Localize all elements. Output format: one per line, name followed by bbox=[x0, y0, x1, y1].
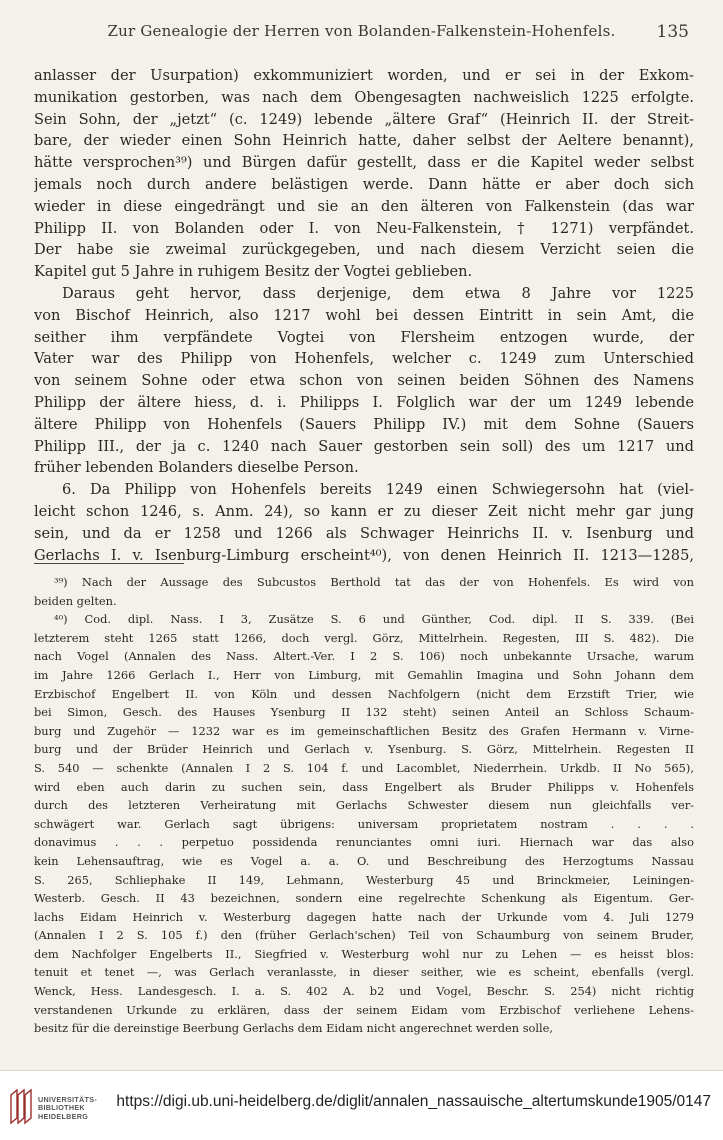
footnote-line: verstandenen Urkunde zu erklären, dass der seinem Eidam vom Erzbischof verliehene Lehens- bbox=[34, 1002, 694, 1017]
footnote-line: dem Nachfolger Engelberts II., Siegfried v. Westerburg wohl nur zu Lehen — es heisst blos: bbox=[34, 946, 694, 961]
text-line: 6. Da Philipp von Hohenfels bereits 1249 einen Schwiegersohn hat (viel- bbox=[62, 481, 694, 499]
text-line: jemals noch durch andere belästigen werde. Dann hätte er aber doch sich bbox=[34, 175, 694, 193]
footnote-line: (Annalen I 2 S. 105 f.) den (früher Gerlach'schen) Teil von Schaumburg von seinem Bruder, bbox=[34, 928, 694, 943]
footnote-line: ³⁹) Nach der Aussage des Subcustos Berthold tat das der von Hohenfels. Es wird von bbox=[54, 575, 694, 589]
page-number: 135 bbox=[656, 22, 689, 42]
footnotes bbox=[34, 573, 694, 1038]
text-line: Daraus geht hervor, dass derjenige, dem etwa 8 Jahre vor 1225 bbox=[62, 284, 694, 302]
footnote-line: kein Lehensauftrag, wie es Vogel a. a. O. und Beschreibung des Herzogtums Nassau bbox=[34, 853, 694, 868]
footnote-line: schwägert war. Gerlach sagt übrigens: universam proprietatem nostram . . . . bbox=[34, 816, 694, 831]
text-line: Sein Sohn, der „jetzt“ (c. 1249) lebende „ältere Graf“ (Heinrich II. der Streit- bbox=[34, 110, 694, 128]
text-line: ältere Philipp von Hohenfels (Sauers Philipp IV.) mit dem Sohne (Sauers bbox=[34, 415, 694, 433]
university-library-logo-icon bbox=[8, 1087, 34, 1127]
footnote-line: besitz für die dereinstige Beerbung Gerlachs dem Eidam nicht angerechnet werden solle, bbox=[34, 1021, 554, 1036]
footnote-line: beiden gelten. bbox=[34, 593, 117, 608]
library-name: UNIVERSITÄTS- BIBLIOTHEK HEIDELBERG bbox=[38, 1095, 98, 1121]
footnote-line: wird eben auch darin zu suchen sein, dass Engelbert als Bruder Philipps v. Hohenfels bbox=[34, 779, 694, 794]
permalink-url[interactable]: https://digi.ub.uni-heidelberg.de/diglit/annalen_nassauische_altertumskunde1905/0147 bbox=[116, 1093, 711, 1110]
text-line: Philipp III., der ja c. 1240 nach Sauer gestorben sein soll) des um 1217 und bbox=[34, 437, 694, 455]
text-line: Vater war des Philipp von Hohenfels, welcher c. 1249 zum Unterschied bbox=[34, 350, 694, 368]
text-line: früher lebenden Bolanders dieselbe Person. bbox=[34, 459, 359, 477]
footnote-line: nach Vogel (Annalen des Nass. Altert.-Ver. I 2 S. 106) noch unbekannte Ursache, warum bbox=[34, 649, 694, 664]
footnote-line: burg und Zugehör — 1232 war es im gemeinschaftlichen Besitz des Grafen Hermann v. Virne- bbox=[34, 723, 694, 738]
footnote-line: Erzbischof Engelbert II. von Köln und dessen Nachfolgern (nicht dem Erzstift Trier, wie bbox=[34, 686, 694, 701]
footnote-line: durch des letzteren Verheiratung mit Gerlachs Schwester diesem nun gleichfalls ver- bbox=[34, 798, 694, 813]
text-line: wieder in diese eingedrängt und sie an den älteren von Falkenstein (das war bbox=[34, 197, 694, 215]
text-line: seither ihm verpfändete Vogtei von Flersheim entzogen wurde, der bbox=[34, 328, 694, 346]
footnote-line: Wenck, Hess. Landesgesch. I. a. S. 402 A. b2 und Vogel, Beschr. S. 254) nicht richtig bbox=[34, 984, 694, 999]
footnote-line: letzterem steht 1265 statt 1266, doch vergl. Görz, Mittelrhein. Regesten, III S. 482). Die bbox=[34, 630, 694, 645]
footnote-line: burg und der Brüder Heinrich und Gerlach v. Ysenburg. S. Görz, Mittelrhein. Regesten II bbox=[34, 742, 694, 757]
footnote-line: S. 265, Schliephake II 149, Lehmann, Westerburg 45 und Brinckmeier, Leiningen- bbox=[34, 872, 694, 887]
footnote-line: ⁴⁰) Cod. dipl. Nass. I 3, Zusätze S. 6 und Günther, Cod. dipl. II S. 339. (Bei bbox=[54, 612, 694, 627]
text-line: Gerlachs I. v. Isenburg-Limburg erscheint⁴⁰), von denen Heinrich II. 1213—1285, bbox=[34, 546, 694, 564]
footnote-line: donavimus . . . perpetuo possidenda renunciantes omni iuri. Hiernach war das also bbox=[34, 835, 694, 850]
text-line: Philipp II. von Bolanden oder I. von Neu-Falkenstein, † 1271) verpfändet. bbox=[34, 219, 694, 237]
main-text bbox=[34, 65, 694, 566]
footnote-line: Westerb. Gesch. II 43 bezeichnen, sondern eine regelrechte Schenkung als Eigentum. Ger- bbox=[34, 891, 694, 906]
text-line: Der habe sie zweimal zurückgegeben, und nach diesem Verzicht seien die bbox=[34, 241, 694, 259]
footnote-line: bei Simon, Gesch. des Hauses Ysenburg II 132 steht) seinen Anteil an Schloss Schaum- bbox=[34, 705, 694, 720]
text-line: munikation gestorben, was nach dem Obengesagten nachweislich 1225 erfolgte. bbox=[34, 88, 694, 106]
footnote-divider bbox=[34, 563, 184, 564]
running-header bbox=[34, 22, 689, 46]
footnote-line: lachs Eidam Heinrich v. Westerburg dagegen hatte nach der Urkunde vom 4. Juli 1279 bbox=[34, 909, 694, 924]
text-line: hätte versprochen³⁹) und Bürgen dafür gestellt, dass er die Kapitel weder selbst bbox=[34, 154, 694, 172]
text-line: Kapitel gut 5 Jahre in ruhigem Besitz der Vogtei geblieben. bbox=[34, 263, 473, 281]
footnote-line: im Jahre 1266 Gerlach I., Herr von Limburg, mit Gemahlin Imagina und Sohn Johann dem bbox=[34, 667, 694, 682]
text-line: leicht schon 1246, s. Anm. 24), so kann er zu dieser Zeit nicht mehr gar jung bbox=[34, 502, 694, 520]
text-line: sein, und da er 1258 und 1266 als Schwager Heinrichs II. v. Isenburg und bbox=[34, 524, 694, 542]
footnote-line: S. 540 — schenkte (Annalen I 2 S. 104 f. und Lacomblet, Niederrhein. Urkdb. II No 565), bbox=[34, 760, 694, 775]
text-line: anlasser der Usurpation) exkommuniziert worden, und er sei in der Exkom- bbox=[34, 67, 694, 84]
text-line: bare, der wieder einen Sohn Heinrich hatte, daher selbst der Aeltere benannt), bbox=[34, 132, 694, 150]
running-title: Zur Genealogie der Herren von Bolanden-Falkenstein-Hohenfels. bbox=[107, 22, 616, 40]
text-line: von Bischof Heinrich, also 1217 wohl bei dessen Eintritt in sein Amt, die bbox=[34, 306, 694, 324]
text-line: Philipp der ältere hiess, d. i. Philipps I. Folglich war der um 1249 lebende bbox=[34, 393, 694, 411]
text-line: von seinem Sohne oder etwa schon von seinen beiden Söhnen des Namens bbox=[34, 372, 694, 390]
footnote-line: tenuit et tenet —, was Gerlach veranlasste, in dieser seither, wie es scheint, ebenfalls (vergl. bbox=[34, 965, 694, 980]
viewer-footer bbox=[0, 1070, 723, 1140]
